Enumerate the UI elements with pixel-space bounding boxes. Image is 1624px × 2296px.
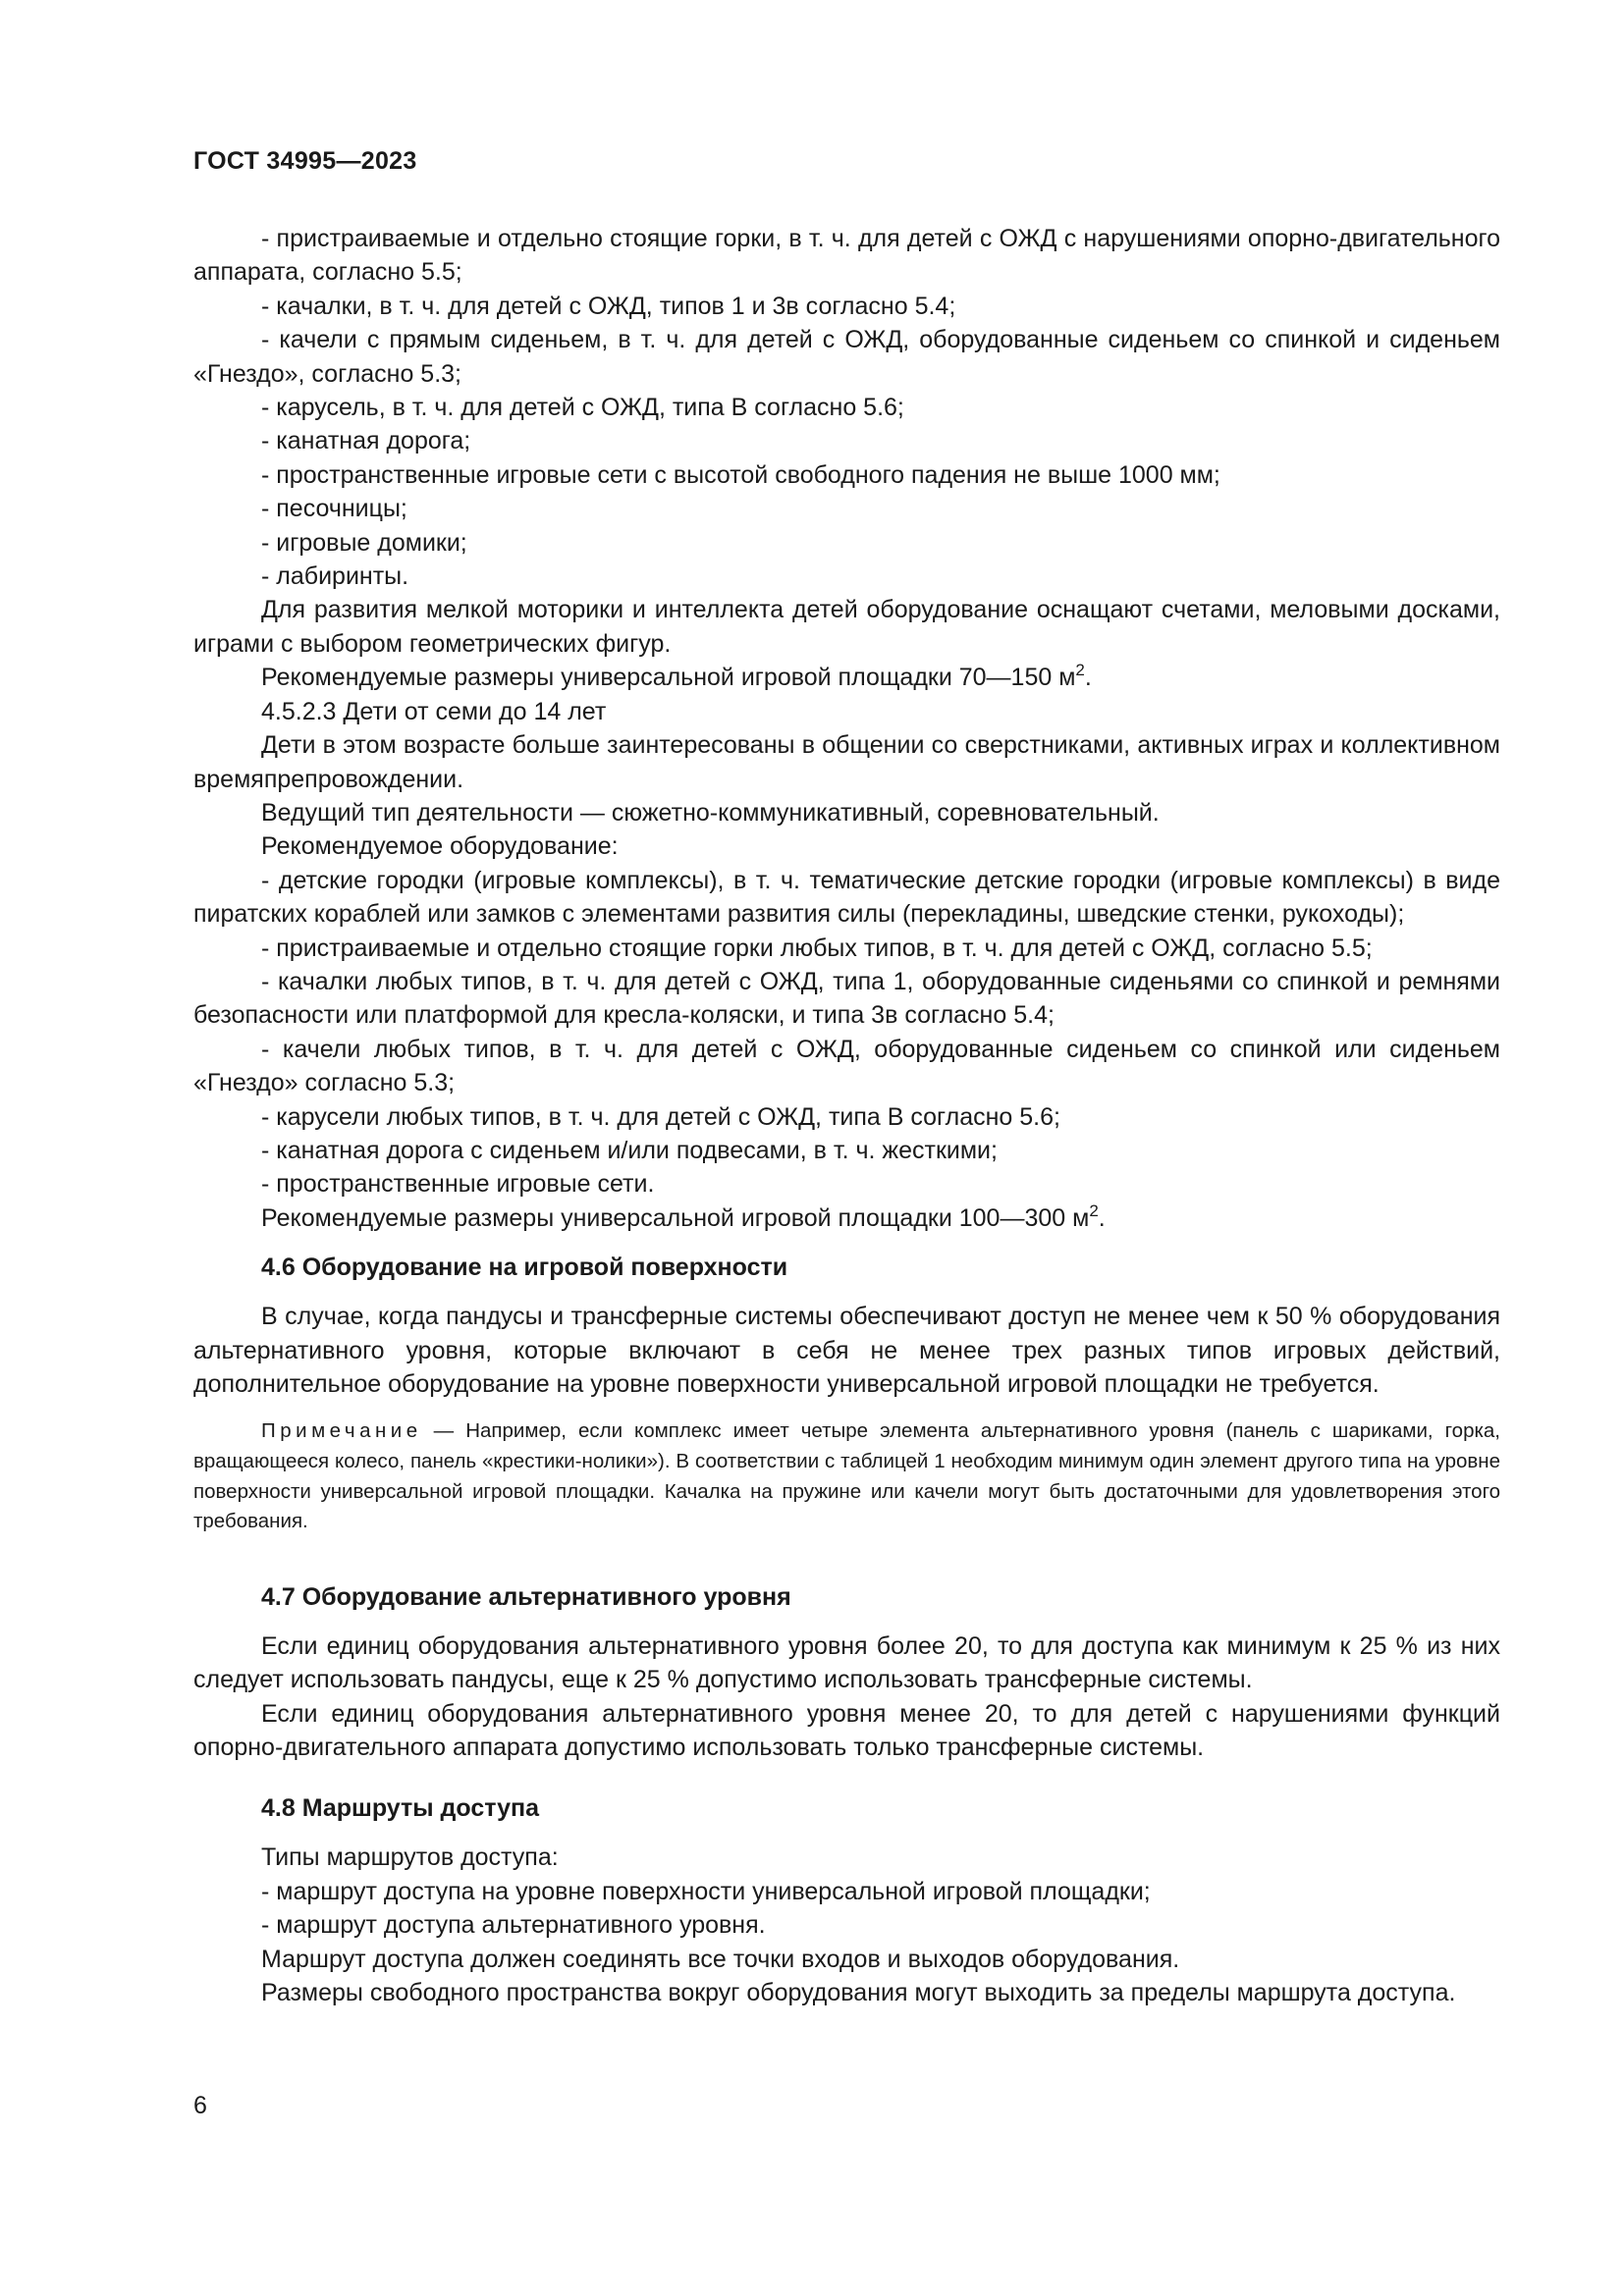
section-heading-4-7: 4.7 Оборудование альтернативного уровня <box>261 1582 791 1611</box>
list-item: - качалки любых типов, в т. ч. для детей с ОЖД, типа 1, оборудованные сиденьями со спинкой и ремнями безопасности или платформой для кресла-коляски, и типа 3в согласно 5.4; <box>193 967 1500 1030</box>
list-item: - качалки, в т. ч. для детей с ОЖД, типов 1 и 3в согласно 5.4; <box>261 292 956 320</box>
paragraph: Если единиц оборудования альтернативного уровня менее 20, то для детей с нарушениями функций опорно-двигательного аппарата допустимо использовать только трансферные системы. <box>193 1699 1500 1761</box>
paragraph: В случае, когда пандусы и трансферные системы обеспечивают доступ не менее чем к 50 % оборудования альтернативного уровня, которые включают в себя не менее трех разных типов игровых действий, дополнительное оборудование на уровне поверхности универсальной игровой площадки не требуется. <box>193 1303 1500 1398</box>
note-text: — Например, если комплекс имеет четыре элемента альтернативного уровня (панель с шариками, горка, вращающееся колесо, панель «крестики-нолики»). В соответствии с таблицей 1 необходим минимум один элемент другого типа на уровне поверхности универсальной игровой площадки. Качалка на пружине или качели могут быть достаточными для удовлетворения этого требования. <box>193 1419 1500 1533</box>
document-header: ГОСТ 34995—2023 <box>193 147 417 175</box>
list-item: - качели с прямым сиденьем, в т. ч. для детей с ОЖД, оборудованные сиденьем со спинкой и сиденьем «Гнездо», согласно 5.3; <box>193 326 1500 388</box>
paragraph: Типы маршрутов доступа: <box>261 1843 559 1872</box>
list-item: - пространственные игровые сети. <box>261 1170 655 1199</box>
list-item: - карусель, в т. ч. для детей с ОЖД, типа В согласно 5.6; <box>261 394 904 422</box>
list-item: - песочницы; <box>261 495 407 523</box>
subsection-title: 4.5.2.3 Дети от семи до 14 лет <box>261 697 607 725</box>
list-item: - канатная дорога с сиденьем и/или подвесами, в т. ч. жесткими; <box>261 1136 998 1164</box>
page-body <box>193 222 1500 2009</box>
list-item: - пристраиваемые и отдельно стоящие горки любых типов, в т. ч. для детей с ОЖД, согласно 5.5; <box>261 934 1373 962</box>
list-item: - карусели любых типов, в т. ч. для детей с ОЖД, типа В согласно 5.6; <box>261 1102 1060 1131</box>
list-item: - канатная дорога; <box>261 427 471 455</box>
paragraph: Ведущий тип деятельности — сюжетно-коммуникативный, соревновательный. <box>261 798 1160 827</box>
note <box>193 1416 1500 1536</box>
area-recommendation: Рекомендуемые размеры универсальной игровой площадки 100—300 $м^2$. <box>261 1201 1106 1232</box>
list-item: - лабиринты. <box>261 562 409 591</box>
list-item: - пространственные игровые сети с высотой свободного падения не выше 1000 мм; <box>261 460 1220 489</box>
section-heading-4-6: 4.6 Оборудование на игровой поверхности <box>261 1254 788 1282</box>
list-item: - пристраиваемые и отдельно стоящие горки, в т. ч. для детей с ОЖД с нарушениями опорно-двигательного аппарата, согласно 5.5; <box>193 225 1500 287</box>
list-item: - детские городки (игровые комплексы), в т. ч. тематические детские городки (игровые комплексы) в виде пиратских кораблей или замков с элементами развития силы (перекладины, шведские стенки, рукоходы); <box>193 866 1500 929</box>
paragraph: Рекомендуемое оборудование: <box>261 832 619 861</box>
list-item: - маршрут доступа альтернативного уровня. <box>261 1911 766 1940</box>
note-label: Примечание <box>261 1419 422 1443</box>
page-number: 6 <box>193 2092 207 2119</box>
paragraph: Если единиц оборудования альтернативного уровня более 20, то для доступа как минимум к 25 % из них следует использовать пандусы, еще к 25 % допустимо использовать трансферные системы. <box>193 1631 1500 1694</box>
list-item: - маршрут доступа на уровне поверхности универсальной игровой площадки; <box>261 1877 1151 1905</box>
paragraph: Маршрут доступа должен соединять все точки входов и выходов оборудования. <box>261 1945 1180 1973</box>
section-heading-4-8: 4.8 Маршруты доступа <box>261 1794 540 1823</box>
list-item: - игровые домики; <box>261 528 467 557</box>
paragraph: Дети в этом возрасте больше заинтересованы в общении со сверстниками, активных играх и коллективном времяпрепровождении. <box>193 731 1500 793</box>
list-item: - качели любых типов, в т. ч. для детей с ОЖД, оборудованные сиденьем со спинкой или сиденьем «Гнездо» согласно 5.3; <box>193 1035 1500 1097</box>
paragraph: Для развития мелкой моторики и интеллекта детей оборудование оснащают счетами, меловыми досками, играми с выбором геометрических фигур. <box>193 596 1500 658</box>
paragraph: Размеры свободного пространства вокруг оборудования могут выходить за пределы маршрута доступа. <box>261 1979 1456 2007</box>
area-recommendation: Рекомендуемые размеры универсальной игровой площадки 70—150 $м^2$. <box>261 661 1092 692</box>
